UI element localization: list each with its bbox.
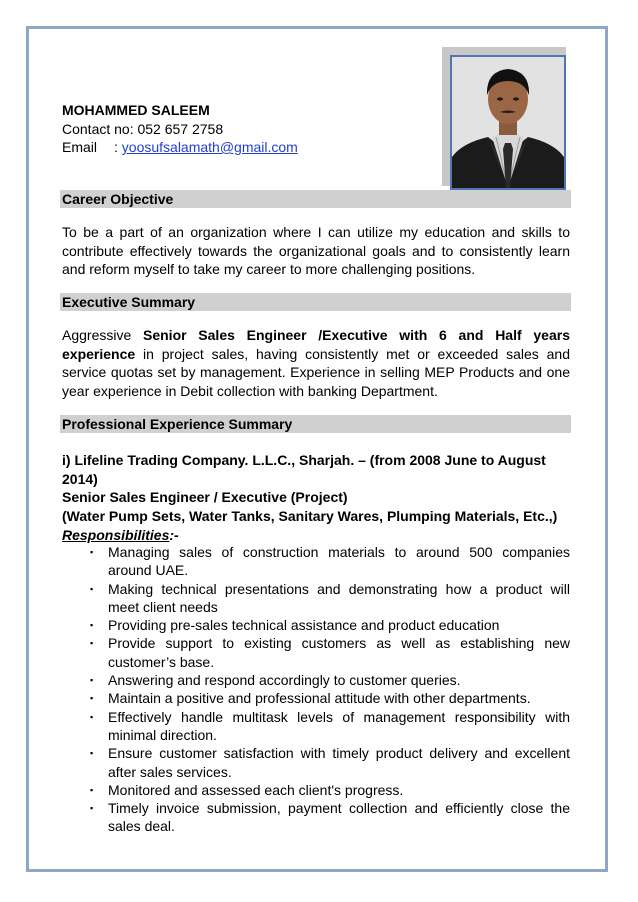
responsibilities-heading: [62, 526, 570, 545]
position-line: Senior Sales Engineer / Executive (Project): [62, 489, 348, 505]
bullet-icon: ▪: [90, 675, 94, 686]
bullet-icon: ▪: [90, 784, 94, 795]
email-label: Email: [62, 139, 98, 155]
executive-summary-text: [62, 326, 570, 400]
list-item: ▪ Making technical presentations and demonstrating how a product will meet client needs: [90, 580, 570, 615]
responsibilities-label: Responsibilities: [62, 527, 170, 543]
bullet-icon: ▪: [90, 583, 94, 594]
bullet-icon: ▪: [90, 711, 94, 722]
bullet-icon: ▪: [90, 547, 94, 557]
candidate-name: MOHAMMED SALEEM: [62, 102, 210, 118]
section-professional-experience: Professional Experience Summary: [60, 415, 571, 433]
experience-header: [62, 451, 570, 525]
list-item: ▪ Maintain a positive and professional attitude with other departments.: [90, 690, 531, 707]
list-item: ▪ Effectively handle multitask levels of management responsibility with minimal direction.: [90, 708, 570, 743]
career-objective-text: To be a part of an organization where I can utilize my education and skills to contribute effectively towards the organizational goals and to consistently learn and reform myself to take my career to more challenging positions.: [62, 224, 570, 277]
list-item: ▪ Managing sales of construction materials to around 500 companies around UAE.: [90, 544, 570, 579]
bullet-icon: ▪: [90, 693, 94, 704]
list-item: ▪ Providing pre-sales technical assistance and product education: [90, 617, 500, 634]
list-item: ▪ Monitored and assessed each client's progress.: [90, 781, 404, 798]
products-line: (Water Pump Sets, Water Tanks, Sanitary Wares, Plumping Materials, Etc.,): [62, 507, 558, 524]
list-item: ▪ Provide support to existing customers as well as establishing new customer’s base.: [90, 635, 570, 670]
list-item: ▪ Timely invoice submission, payment collection and efficiently close the sales deal.: [90, 800, 570, 835]
bullet-icon: ▪: [90, 620, 94, 631]
company-line: i) Lifeline Trading Company. L.L.C., Sharjah. – (from 2008 June to August 2014): [62, 452, 546, 487]
responsibilities-list: [90, 543, 570, 836]
bullet-icon: ▪: [90, 638, 94, 649]
exec-highlight: Senior Sales Engineer /Executive with 6 and Half years experience: [62, 327, 570, 362]
exec-post: in project sales, having consistently met or exceeded sales and service quotas set by management. Experience in selling MEP Products and one year experience in Debit collection with banking Department.: [62, 345, 570, 399]
contact-number: Contact no: 052 657 2758: [62, 121, 224, 137]
bullet-icon: ▪: [90, 748, 94, 759]
list-item: ▪ Answering and respond accordingly to customer queries.: [90, 672, 461, 689]
bullet-icon: ▪: [90, 803, 94, 814]
section-executive-summary: Executive Summary: [60, 293, 571, 311]
list-item: ▪ Ensure customer satisfaction with timely product delivery and excellent after sales services.: [90, 745, 570, 780]
exec-pre: Aggressive: [62, 327, 143, 343]
email-separator: :: [114, 139, 118, 155]
responsibilities-suffix: :-: [169, 527, 179, 543]
email-link[interactable]: yoosufsalamath@gmail.com: [121, 139, 298, 155]
section-career-objective: Career Objective: [60, 190, 571, 208]
email-line: [62, 138, 570, 157]
